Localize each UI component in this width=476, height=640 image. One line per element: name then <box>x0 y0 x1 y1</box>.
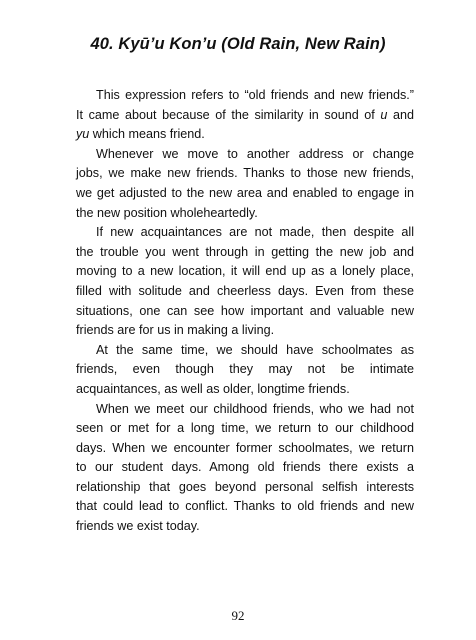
text-line: relationship that goes beyond personal selfish interests <box>76 479 414 494</box>
paragraph-5 <box>76 400 414 537</box>
text-line: If new acquaintances are not made, then despite all <box>96 225 414 240</box>
text-segment: and <box>387 107 415 122</box>
text-line: seen or met for a long time, we return to our childhood <box>76 421 414 436</box>
italic-word: u <box>380 107 388 122</box>
text-line: friends are for us in making a living. <box>76 323 275 338</box>
text-line: moving to a new location, it will end up as a lonely place, <box>76 264 414 279</box>
text-line: friends we exist today. <box>76 519 200 534</box>
text-line: that could lead to conflict. Thanks to old friends and new <box>76 499 414 514</box>
text-line: the new position wholeheartedly. <box>76 205 258 220</box>
paragraph-3 <box>76 223 414 341</box>
text-line: acquaintances, as well as older, longtime friends. <box>76 381 350 396</box>
text-segment: which means friend. <box>89 127 205 142</box>
text-segment: It came about because of the similarity in sound of <box>76 107 381 122</box>
page-number: 92 <box>231 608 245 623</box>
text-line: At the same time, we should have schoolmates as <box>96 342 414 357</box>
text-line: the trouble you went through in getting the new job and <box>76 244 414 259</box>
chapter-title: 40. Kyū’u Kon’u (Old Rain, New Rain) <box>90 35 386 53</box>
text-line: jobs, we make new friends. Thanks to those new friends, <box>76 166 414 181</box>
text-line: Whenever we move to another address or change <box>96 146 414 161</box>
text-line: days. When we encounter former schoolmates, we return <box>76 440 414 455</box>
text-line: filled with solitude and cheerless days. Even from these <box>76 283 414 298</box>
text-line: situations, one can see how important and valuable new <box>76 303 414 318</box>
text-line: to our student days. Among old friends there exists a <box>76 460 414 475</box>
text-line <box>76 125 414 145</box>
text-line <box>76 106 414 126</box>
paragraph-1 <box>76 86 414 145</box>
text-line: This expression refers to “old friends and new friends.” <box>96 88 414 102</box>
text-line: friends, even though they may not be intimate <box>76 362 414 377</box>
paragraph-4 <box>76 341 414 400</box>
text-line: we get adjusted to the new area and enabled to engage in <box>76 185 414 200</box>
text-line: When we meet our childhood friends, who we had not <box>96 401 414 416</box>
chapter-body <box>76 86 414 537</box>
italic-word: yu <box>76 127 90 142</box>
paragraph-2 <box>76 145 414 223</box>
